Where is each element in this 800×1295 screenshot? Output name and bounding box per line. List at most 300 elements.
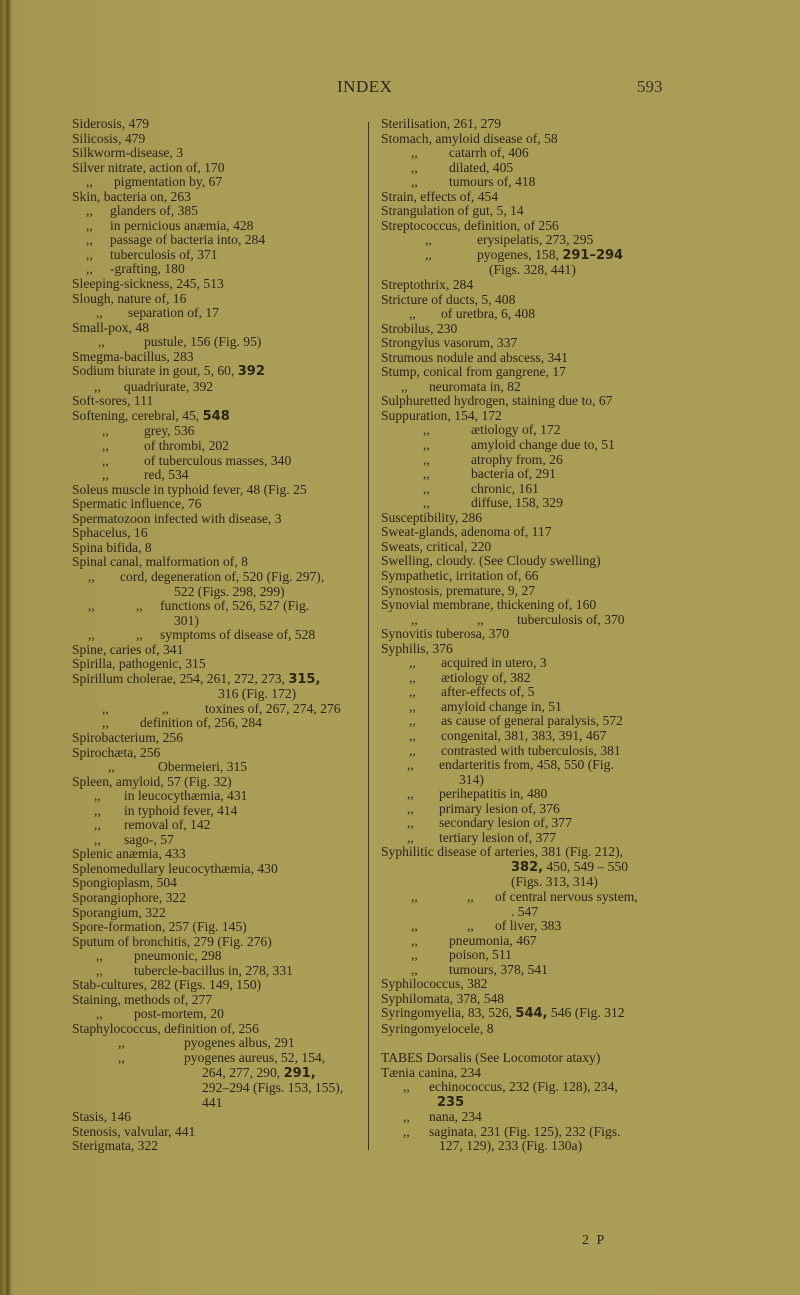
index-entry	[381, 744, 691, 759]
entry-text: pustule, 156 (Fig. 95)	[144, 334, 262, 350]
index-entry	[72, 628, 362, 643]
ditto-mark: ,,	[411, 174, 418, 190]
entry-text: tuberculosis of, 370	[517, 611, 625, 627]
entry-text: Synovial membrane, thickening of, 160	[381, 597, 597, 613]
entry-text: erysipelatis, 273, 295	[477, 232, 594, 248]
index-entry	[72, 204, 362, 219]
index-entry	[381, 453, 691, 468]
ditto-mark: ,,	[411, 947, 418, 963]
entry-text: chronic, 161	[471, 480, 539, 496]
entry-text: Spongioplasm, 504	[72, 875, 177, 891]
entry-text: amyloid change due to, 51	[471, 437, 615, 453]
entry-text: (Figs. 313, 314)	[511, 874, 598, 890]
entry-text: of tuberculous masses, 340	[144, 452, 292, 468]
entry-text: removal of, 142	[124, 817, 211, 833]
ditto-mark: ,,	[403, 1079, 410, 1095]
index-entry	[381, 890, 691, 905]
entry-text: Splenomedullary leucocythæmia, 430	[72, 860, 278, 876]
index-entry	[72, 614, 362, 629]
entry-text: Swelling, cloudy. (See Cloudy swelling)	[381, 553, 601, 569]
ditto-mark: ,,	[94, 802, 101, 818]
index-entry	[381, 204, 691, 219]
entry-text: Sympathetic, irritation of, 66	[381, 567, 539, 583]
index-entry	[72, 993, 362, 1008]
ditto-mark: ,,	[96, 962, 103, 978]
index-entry	[72, 277, 362, 292]
entry-text: secondary lesion of, 377	[439, 815, 572, 831]
entry-text: Stenosis, valvular, 441	[72, 1123, 196, 1139]
entry-text: 301)	[174, 612, 199, 628]
entry-text: . 547	[511, 903, 539, 919]
entry-text: Soft-sores, 111	[72, 393, 154, 409]
index-entry	[381, 700, 691, 715]
ditto-mark: ,,	[162, 700, 169, 716]
index-entry	[381, 1022, 691, 1037]
index-entry	[381, 758, 691, 773]
ditto-mark: ,,	[102, 715, 109, 731]
ditto-mark: ,,	[86, 217, 93, 233]
entry-text: nana, 234	[429, 1109, 482, 1125]
index-entry	[72, 306, 362, 321]
index-entry	[381, 175, 691, 190]
entry-text: tubercle-bacillus in, 278, 331	[134, 962, 293, 978]
index-entry	[381, 773, 691, 788]
entry-text: ætiology of, 172	[471, 422, 561, 438]
entry-text: echinococcus, 232 (Fig. 128), 234,	[429, 1079, 618, 1095]
entry-text: endarteritis from, 458, 550 (Fig.	[439, 757, 614, 773]
entry-text: tumours, 378, 541	[449, 961, 548, 977]
entry-text: 292–294 (Figs. 153, 155),	[202, 1080, 344, 1096]
index-entry	[72, 132, 362, 147]
index-entry	[72, 599, 362, 614]
entry-text: neuromata in, 82	[429, 378, 521, 394]
ditto-mark: ,,	[409, 684, 416, 700]
index-entry	[381, 992, 691, 1007]
index-entry	[381, 875, 691, 890]
ditto-mark: ,,	[96, 305, 103, 321]
entry-text: TABES Dorsalis (See Locomotor ataxy)	[381, 1050, 601, 1065]
entry-text: tumours of, 418	[449, 174, 536, 190]
index-entry	[72, 891, 362, 906]
entry-text: amyloid change in, 51	[441, 698, 562, 714]
ditto-mark: ,,	[86, 203, 93, 219]
entry-text: Siderosis, 479	[72, 116, 150, 131]
entry-text: Sterilisation, 261, 279	[381, 116, 502, 131]
ditto-mark: ,,	[409, 655, 416, 671]
entry-text: Stomach, amyloid disease of, 58	[381, 130, 558, 146]
entry-text: (Figs. 328, 441)	[489, 262, 576, 278]
index-entry	[381, 540, 691, 555]
ditto-mark: ,,	[118, 1035, 125, 1051]
index-entry	[381, 584, 691, 599]
index-entry	[72, 760, 362, 775]
entry-text: Syphilitic disease of arteries, 381 (Fig. 212),	[381, 844, 623, 860]
index-entry	[381, 1139, 691, 1154]
ditto-mark: ,,	[411, 918, 418, 934]
entry-text: Spermatozoon infected with disease, 3	[72, 510, 282, 526]
index-entry	[381, 1125, 691, 1140]
ditto-mark: ,,	[88, 568, 95, 584]
index-entry	[381, 438, 691, 453]
index-entry	[72, 920, 362, 935]
entry-text: Sleeping-sickness, 245, 513	[72, 276, 224, 292]
index-entry	[72, 321, 362, 336]
entry-text: atrophy from, 26	[471, 451, 563, 467]
bold-page-ref: 315,	[288, 671, 321, 687]
entry-text: Stasis, 146	[72, 1109, 131, 1125]
entry-text: Splenic anæmia, 433	[72, 846, 186, 862]
index-entry	[381, 963, 691, 978]
index-entry	[72, 350, 362, 365]
entry-text: diffuse, 158, 329	[471, 495, 563, 511]
ditto-mark: ,,	[102, 423, 109, 439]
index-entry	[381, 161, 691, 176]
entry-text: pigmentation by, 67	[114, 174, 223, 190]
entry-text: Silicosis, 479	[72, 130, 146, 146]
index-column-right	[381, 117, 691, 1154]
index-entry	[72, 483, 362, 498]
index-entry	[72, 585, 362, 600]
index-entry	[381, 642, 691, 657]
ditto-mark: ,,	[86, 261, 93, 277]
entry-text: of uretbra, 6, 408	[441, 306, 535, 322]
entry-text: Smegma-bacillus, 283	[72, 348, 194, 364]
index-entry	[381, 351, 691, 366]
index-entry	[72, 364, 362, 380]
entry-text: Syphilomata, 378, 548	[381, 990, 505, 1006]
index-entry	[381, 293, 691, 308]
index-entry	[72, 248, 362, 263]
entry-text-after: 546 (Fig. 312	[547, 1005, 625, 1021]
index-entry	[381, 190, 691, 205]
index-entry	[381, 554, 691, 569]
index-entry	[72, 190, 362, 205]
index-entry	[381, 117, 691, 132]
entry-text: 264, 277, 290,	[202, 1064, 284, 1080]
bold-page-ref: 291,	[283, 1065, 316, 1081]
index-entry	[72, 570, 362, 585]
entry-text: Spinal canal, malformation of, 8	[72, 554, 248, 570]
entry-text: Softening, cerebral, 45,	[72, 407, 203, 423]
index-entry	[72, 262, 362, 277]
index-entry	[381, 380, 691, 395]
entry-text: functions of, 526, 527 (Fig.	[160, 598, 310, 614]
ditto-mark: ,,	[409, 742, 416, 758]
entry-text: Strain, effects of, 454	[381, 188, 499, 204]
bold-page-ref: 235	[437, 1094, 465, 1110]
ditto-mark: ,,	[401, 378, 408, 394]
entry-text: Staphylococcus, definition of, 256	[72, 1020, 259, 1036]
ditto-mark: ,,	[136, 598, 143, 614]
index-entry	[72, 409, 362, 425]
entry-text: Synostosis, premature, 9, 27	[381, 582, 536, 598]
entry-text: Susceptibility, 286	[381, 509, 483, 525]
index-entry	[72, 1007, 362, 1022]
entry-text: Strangulation of gut, 5, 14	[381, 203, 524, 219]
bold-page-ref: 291–294	[562, 247, 624, 263]
ditto-mark: ,,	[409, 727, 416, 743]
index-entry	[72, 424, 362, 439]
entry-text: primary lesion of, 376	[439, 800, 560, 816]
entry-text: pneumonic, 298	[134, 948, 222, 964]
entry-text: catarrh of, 406	[449, 145, 529, 161]
ditto-mark: ,,	[423, 466, 430, 482]
entry-text: in pernicious anæmia, 428	[110, 217, 254, 233]
index-entry	[381, 816, 691, 831]
entry-text: tertiary lesion of, 377	[439, 829, 557, 845]
entry-text: Sodium biurate in gout, 5, 60,	[72, 363, 238, 379]
index-entry	[381, 423, 691, 438]
index-entry	[72, 468, 362, 483]
entry-text: pneumonia, 467	[449, 932, 537, 948]
index-entry	[381, 263, 691, 278]
ditto-mark: ,,	[407, 800, 414, 816]
index-entry	[381, 685, 691, 700]
entry-text: in typhoid fever, 414	[124, 802, 238, 818]
index-entry	[72, 1081, 362, 1096]
entry-text: definition of, 256, 284	[140, 715, 262, 731]
index-entry	[381, 802, 691, 817]
entry-text: Syringomyelia, 83, 526,	[381, 1005, 516, 1021]
entry-text: post-mortem, 20	[134, 1006, 224, 1022]
ditto-mark: ,,	[407, 786, 414, 802]
entry-text: -grafting, 180	[110, 261, 185, 277]
entry-text: quadriurate, 392	[124, 378, 214, 394]
entry-text: Strongylus vasorum, 337	[381, 335, 518, 351]
entry-text: symptoms of disease of, 528	[160, 627, 316, 643]
entry-text: acquired in utero, 3	[441, 655, 547, 671]
index-entry	[72, 1036, 362, 1051]
entry-text: Stricture of ducts, 5, 408	[381, 291, 516, 307]
index-entry	[72, 117, 362, 132]
entry-text: pyogenes albus, 291	[184, 1035, 295, 1051]
index-entry	[72, 541, 362, 556]
entry-text: Sphacelus, 16	[72, 525, 148, 541]
entry-text: Syphilis, 376	[381, 640, 453, 656]
entry-text: red, 534	[144, 467, 189, 483]
ditto-mark: ,,	[423, 422, 430, 438]
index-entry	[381, 671, 691, 686]
index-entry	[72, 146, 362, 161]
entry-text: pyogenes aureus, 52, 154,	[184, 1050, 326, 1065]
book-spine-shadow	[0, 0, 14, 1295]
entry-text: Sweats, critical, 220	[381, 538, 492, 554]
index-entry	[381, 905, 691, 920]
index-entry	[72, 292, 362, 307]
index-entry	[381, 511, 691, 526]
ditto-mark: ,,	[108, 759, 115, 775]
index-entry	[381, 598, 691, 613]
index-entry	[381, 1095, 691, 1111]
ditto-mark: ,,	[102, 700, 109, 716]
ditto-mark: ,,	[477, 611, 484, 627]
ditto-mark: ,,	[423, 480, 430, 496]
index-entry	[72, 380, 362, 395]
index-entry	[72, 789, 362, 804]
index-entry	[72, 702, 362, 717]
entry-text: Spina bifida, 8	[72, 539, 152, 555]
ditto-mark: ,,	[411, 961, 418, 977]
index-entry	[72, 949, 362, 964]
index-entry	[381, 1080, 691, 1095]
entry-text: Stump, conical from gangrene, 17	[381, 364, 566, 380]
entry-text: Streptococcus, definition, of 256	[381, 217, 559, 233]
index-entry	[381, 787, 691, 802]
entry-text: Spine, caries of, 341	[72, 641, 184, 657]
ditto-mark: ,,	[102, 452, 109, 468]
ditto-mark: ,,	[96, 1006, 103, 1022]
index-entry	[381, 977, 691, 992]
bold-page-ref: 382,	[511, 859, 544, 875]
entry-text: Syringomyelocele, 8	[381, 1020, 494, 1036]
ditto-mark: ,,	[94, 378, 101, 394]
index-entry	[381, 729, 691, 744]
index-entry	[72, 687, 362, 702]
index-entry	[72, 512, 362, 527]
entry-text: Skin, bacteria on, 263	[72, 188, 191, 204]
entry-text: of thrombi, 202	[144, 438, 229, 454]
ditto-mark: ,,	[407, 815, 414, 831]
index-entry	[72, 672, 362, 688]
index-entry	[381, 656, 691, 671]
index-entry	[381, 613, 691, 628]
entry-text: ætiology of, 382	[441, 669, 531, 685]
entry-text: pyogenes, 158,	[477, 246, 563, 262]
index-entry	[72, 862, 362, 877]
index-entry	[72, 657, 362, 672]
index-entry	[381, 496, 691, 511]
entry-text: Sterigmata, 322	[72, 1138, 159, 1154]
index-entry	[72, 804, 362, 819]
entry-text: Spore-formation, 257 (Fig. 145)	[72, 919, 247, 935]
ditto-mark: ,,	[409, 669, 416, 685]
entry-text: poison, 511	[449, 947, 512, 963]
index-entry	[72, 233, 362, 248]
index-entry	[72, 526, 362, 541]
entry-text: 522 (Figs. 298, 299)	[174, 583, 285, 599]
entry-text: Slough, nature of, 16	[72, 290, 187, 306]
index-entry	[72, 935, 362, 950]
ditto-mark: ,,	[86, 232, 93, 248]
index-entry	[381, 569, 691, 584]
entry-text: Silver nitrate, action of, 170	[72, 159, 225, 175]
entry-text: Spirilla, pathogenic, 315	[72, 656, 206, 672]
ditto-mark: ,,	[94, 831, 101, 847]
ditto-mark: ,,	[118, 1050, 125, 1065]
ditto-mark: ,,	[136, 627, 143, 643]
entry-text: bacteria of, 291	[471, 466, 556, 482]
ditto-mark: ,,	[467, 888, 474, 904]
entry-text: Synovitis tuberosa, 370	[381, 626, 510, 642]
entry-text: tuberculosis of, 371	[110, 246, 218, 262]
entry-text: Soleus muscle in typhoid fever, 48 (Fig. 25	[72, 481, 307, 497]
index-entry	[72, 1139, 362, 1154]
ditto-mark: ,,	[407, 757, 414, 773]
index-entry	[72, 876, 362, 891]
entry-text: Staining, methods of, 277	[72, 991, 213, 1007]
index-entry	[381, 467, 691, 482]
index-entry	[72, 1096, 362, 1111]
index-entry	[381, 394, 691, 409]
entry-text: cord, degeneration of, 520 (Fig. 297),	[120, 568, 325, 584]
entry-text: Spirochæta, 256	[72, 744, 161, 760]
bold-page-ref: 544,	[515, 1006, 548, 1022]
index-entry	[381, 714, 691, 729]
index-entry	[72, 818, 362, 833]
entry-text: 127, 129), 233 (Fig. 130a)	[439, 1138, 583, 1154]
index-entry	[72, 731, 362, 746]
index-entry	[72, 219, 362, 234]
entry-text: Syphilococcus, 382	[381, 976, 488, 992]
entry-text: glanders of, 385	[110, 203, 198, 219]
entry-text: separation of, 17	[128, 305, 219, 321]
entry-text: Tænia canina, 234	[381, 1064, 482, 1080]
entry-text: perihepatitis in, 480	[439, 786, 548, 802]
index-entry	[72, 906, 362, 921]
column-divider	[368, 122, 369, 1150]
entry-text: Sporangium, 322	[72, 904, 166, 920]
ditto-mark: ,,	[425, 232, 432, 248]
index-entry	[381, 525, 691, 540]
ditto-mark: ,,	[94, 817, 101, 833]
index-entry	[72, 746, 362, 761]
ditto-mark: ,,	[411, 159, 418, 175]
index-entry	[381, 248, 691, 264]
ditto-mark: ,,	[411, 932, 418, 948]
index-entry	[72, 964, 362, 979]
index-entry	[381, 409, 691, 424]
index-entry	[72, 1022, 362, 1037]
entry-text: contrasted with tuberculosis, 381	[441, 742, 621, 758]
entry-text: of central nervous system,	[495, 888, 638, 904]
entry-text: after-effects of, 5	[441, 684, 535, 700]
entry-text: Spleen, amyloid, 57 (Fig. 32)	[72, 773, 232, 789]
entry-text: Suppuration, 154, 172	[381, 407, 502, 423]
page-number: 593	[637, 77, 663, 96]
index-entry	[72, 394, 362, 409]
ditto-mark: ,,	[411, 145, 418, 161]
ditto-mark: ,,	[102, 467, 109, 483]
bold-page-ref: 392	[237, 364, 265, 380]
entry-text: grey, 536	[144, 423, 195, 439]
index-entry	[381, 482, 691, 497]
index-entry	[381, 132, 691, 147]
index-entry	[381, 219, 691, 234]
ditto-mark: ,,	[94, 788, 101, 804]
index-entry	[381, 322, 691, 337]
index-entry	[381, 307, 691, 322]
entry-text: Obermeieri, 315	[158, 759, 248, 775]
ditto-mark: ,,	[409, 698, 416, 714]
entry-text: 450, 549 – 550	[543, 858, 629, 874]
entry-text: Small-pox, 48	[72, 319, 150, 335]
index-entry	[72, 833, 362, 848]
entry-text: Sulphuretted hydrogen, staining due to, 67	[381, 393, 613, 409]
entry-text: as cause of general paralysis, 572	[441, 713, 623, 729]
entry-text: Stab-cultures, 282 (Figs. 149, 150)	[72, 977, 262, 993]
entry-text: Spirobacterium, 256	[72, 729, 183, 745]
entry-text: passage of bacteria into, 284	[110, 232, 266, 248]
index-entry	[381, 845, 691, 860]
ditto-mark: ,,	[409, 306, 416, 322]
ditto-mark: ,,	[425, 246, 432, 262]
index-entry	[72, 978, 362, 993]
index-entry	[72, 1125, 362, 1140]
index-column-left	[72, 117, 362, 1154]
index-entry	[381, 233, 691, 248]
index-entry	[72, 1051, 362, 1066]
bold-page-ref: 548	[202, 408, 230, 424]
